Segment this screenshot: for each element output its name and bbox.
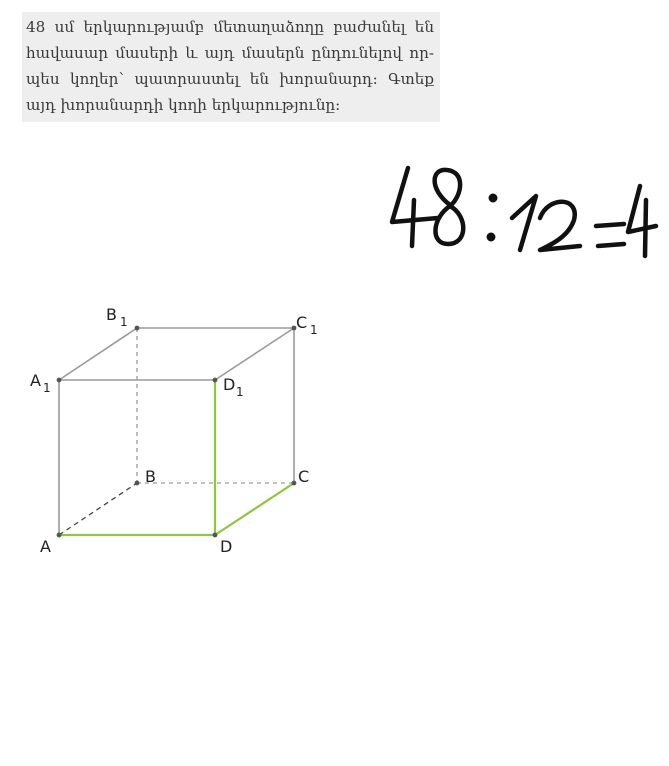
problem-text: 48 սմ երկարությամբ մետաղաձողը բաժանել են հավասար մասերի և այդ մասերն ընդունելով որ-պես կողեր՝ պատրաստել են խորանարդ: Գտեք այդ խորանարդի կողի երկարությունը: [26, 18, 434, 114]
label-a1: A [30, 371, 41, 390]
edge-ab [59, 483, 137, 535]
edge-d1c1 [215, 328, 294, 380]
label-a1-sub: 1 [43, 381, 51, 395]
vertex-b1 [135, 326, 140, 331]
vertex-a1 [57, 378, 62, 383]
label-b1: B [106, 305, 117, 324]
vertex-c [292, 481, 297, 486]
label-c1: C [296, 313, 308, 332]
label-b: B [145, 467, 156, 486]
edge-a1b1 [59, 328, 137, 380]
vertex-d [213, 533, 218, 538]
label-c: C [298, 467, 310, 486]
vertex-a [57, 533, 62, 538]
vertex-b [135, 481, 140, 486]
vertex-d1 [213, 378, 218, 383]
label-d1-sub: 1 [236, 385, 244, 399]
label-d1: D [223, 375, 236, 394]
edge-dc [215, 483, 294, 535]
label-d: D [220, 537, 233, 556]
label-b1-sub: 1 [120, 315, 128, 329]
label-a: A [40, 537, 51, 556]
label-c1-sub: 1 [310, 323, 318, 337]
